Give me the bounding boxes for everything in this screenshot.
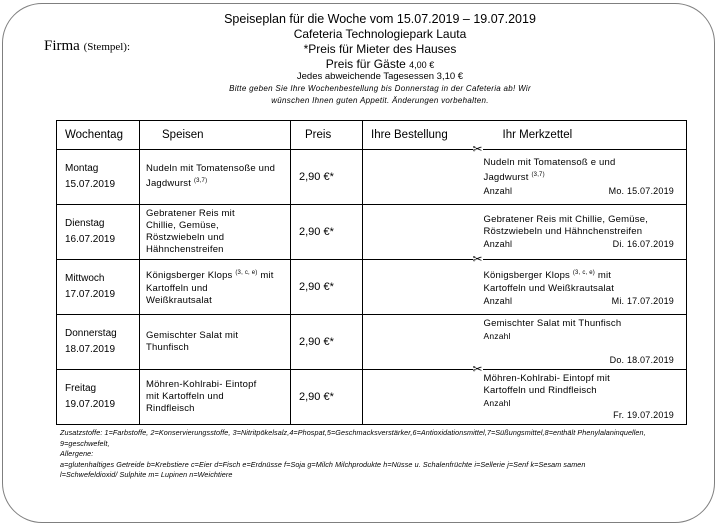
memo-cell: Gebratener Reis mit Chillie, Gemüse, Röstzwiebeln und Hähnchenstreifen Anzahl Di. 16.07.2019 [479,205,687,260]
page-title: Speiseplan für die Woche vom 15.07.2019 – 19.07.2019 [224,12,536,26]
menu-table [56,120,687,425]
allergens-heading: Allergene: [60,449,94,458]
table-row [57,150,687,205]
price-cell: 2,90 €* [291,370,363,425]
order-cell[interactable] [363,150,479,205]
memo-cell: Gemischter Salat mit Thunfisch Anzahl Do. 18.07.2019 [479,315,687,370]
allergens-line-2: l=Schwefeldioxid/ Sulphite m= Lupinen n=Weichtiere [60,470,233,479]
scissors-icon: ✂ [472,362,483,376]
dish-cell: Möhren-Kohlrabi- Eintopf mit Kartoffeln und Rindfleisch [140,370,291,425]
memo-cell: ✂ Königsberger Klops $^{(3, c, e)}$ mit Kartoffeln und Weißkrautsalat Anzahl Mi. 17.07.2019 [479,260,687,315]
firma-stamp-note: (Stempel): [83,41,131,53]
additives-line-2: 9=geschwefelt, [60,438,110,448]
mieter-note: *Preis für Mieter des Hauses [303,42,457,56]
additives-line: Zusatzstoffe: 1=Farbstoffe, 2=Konservierungsstoffe, 3=Nitritpökelsalz,4=Phospat,5=Geschmacksverstärker,6=Antioxidationsmittel,7=Süßungsmittel,8=enthält Phenylalaninquellen, [60,428,646,437]
col-header-order: Ihre Bestellung [363,121,479,150]
col-header-price: Preis [291,121,363,150]
order-cell[interactable] [363,315,479,370]
order-cell[interactable] [363,260,479,315]
order-cell[interactable] [363,370,479,425]
memo-cell: ✂ Nudeln mit Tomatensoß e und Jagdwurst $^{(3,7)}$ Anzahl Mo. 15.07.2019 [479,150,687,205]
price-cell: 2,90 €* [291,150,363,205]
allergens-line: a=glutenhaltiges Getreide b=Krebstiere c=Eier d=Fisch e=Erdnüsse f=Soja g=Milch Milchprodukte h=Nüsse u. Schalenfrüchte i=Sellerie j=Senf k=Sesam samen [60,459,586,469]
price-cell: 2,90 €* [291,315,363,370]
dish-cell: Königsberger Klops $^{(3, c, e)}$ mit Kartoffeln und Weißkrautsalat [140,260,291,315]
price-cell: 2,90 €* [291,260,363,315]
day-cell: Mittwoch 17.07.2019 [57,260,140,315]
price-cell: 2,90 €* [291,205,363,260]
footer-notes [60,428,700,481]
dish-cell: Nudeln mit Tomatensoße und Jagdwurst $^{(3,7)}$ [140,150,291,205]
scissors-icon: ✂ [472,142,483,156]
table-row [57,315,687,370]
scissors-icon: ✂ [472,252,483,266]
location: Cafeteria Technologiepark Lauta [293,27,467,41]
dish-cell: Gemischter Salat mit Thunfisch [140,315,291,370]
day-cell: Donnerstag 18.07.2019 [57,315,140,370]
firma-label: Firma (Stempel): [44,38,131,54]
gaeste-price: Preis für Gäste 4,00 € [325,57,435,71]
day-cell: Dienstag 16.07.2019 [57,205,140,260]
col-header-memo: Ihr Merkzettel [479,121,687,150]
table-row [57,370,687,425]
table-row [57,260,687,315]
header [160,12,600,73]
day-cell: Freitag 19.07.2019 [57,370,140,425]
deviation-price-note: Jedes abweichende Tagesessen 3,10 € [296,71,464,82]
col-header-dishes: Speisen [140,121,291,150]
order-instructions: Bitte geben Sie Ihre Wochenbestellung bis Donnerstag in der Cafeteria ab! Wir wünschen Ihnen guten Appetit. Änderungen vorbehalten. [229,84,531,105]
dish-cell: Gebratener Reis mit Chillie, Gemüse, Röstzwiebeln und Hähnchenstreifen [140,205,291,260]
order-cell[interactable] [363,205,479,260]
table-header-row [57,121,687,150]
table-row [57,205,687,260]
col-header-day: Wochentag [57,121,140,150]
memo-cell: ✂ Möhren-Kohlrabi- Eintopf mit Kartoffeln und Rindfleisch Anzahl Fr. 19.07.2019 [479,370,687,425]
day-cell: Montag 15.07.2019 [57,150,140,205]
